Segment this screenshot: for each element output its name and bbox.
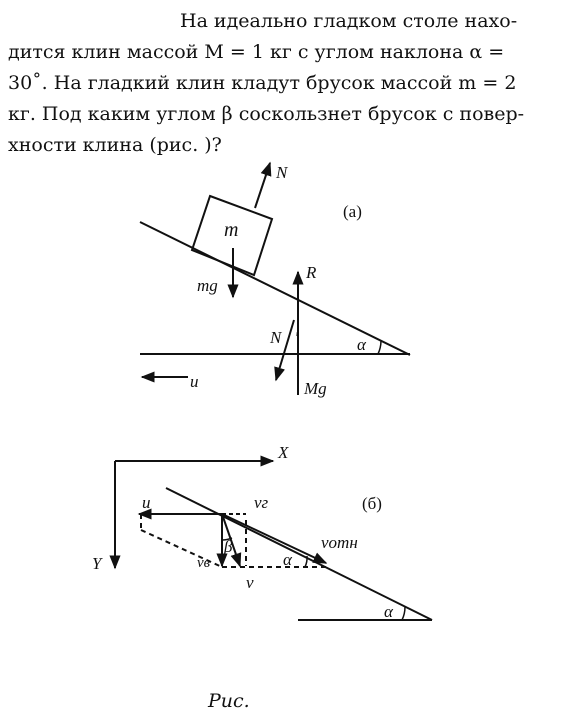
arrow-v-rel: [222, 514, 326, 563]
label-axis-y: Y: [92, 554, 102, 573]
label-alpha-inner: α: [283, 550, 292, 569]
angle-arc-a: [378, 341, 381, 354]
figure-a: [140, 163, 410, 395]
label-R: R⃗: [306, 263, 330, 282]
problem-line-2: дится клин массой M = 1 кг с углом наклона α =: [8, 41, 505, 63]
label-u: u: [190, 372, 199, 391]
label-a: (а): [343, 202, 362, 221]
label-vv: vв: [197, 555, 211, 571]
problem-line-1: На идеально гладком столе нахо-: [180, 10, 518, 32]
figure-b: [115, 461, 432, 620]
problem-line-3: 30˚. На гладкий клин кладут брусок массой m = 2: [8, 72, 517, 94]
label-alpha-base: α: [384, 602, 393, 621]
label-v: v: [246, 573, 254, 592]
label-N-prime: N⃗′: [270, 328, 299, 347]
label-block-m: m: [224, 219, 239, 241]
incline-b: [166, 488, 432, 620]
label-vg: vг: [254, 493, 269, 512]
arrow-N: [255, 163, 270, 208]
label-alpha-a: α: [357, 335, 366, 354]
label-v-rel: vотн: [321, 533, 358, 552]
label-b: (б): [362, 494, 382, 513]
problem-line-5: хности клина (рис. )?: [8, 134, 222, 156]
problem-line-4: кг. Под каким углом β соскользнет брусок с повер-: [8, 103, 525, 125]
label-u-b: u⃗: [142, 493, 164, 512]
figure-caption: Рис.: [208, 690, 250, 712]
label-axis-x: X: [278, 443, 289, 462]
figure-b-labels: [92, 443, 394, 621]
label-mg: mg⃗: [197, 276, 231, 295]
label-Mg: Mg⃗: [304, 379, 340, 398]
label-N: N⃗: [276, 163, 301, 182]
label-beta: β: [224, 537, 233, 556]
angle-arc-b: [402, 607, 405, 620]
